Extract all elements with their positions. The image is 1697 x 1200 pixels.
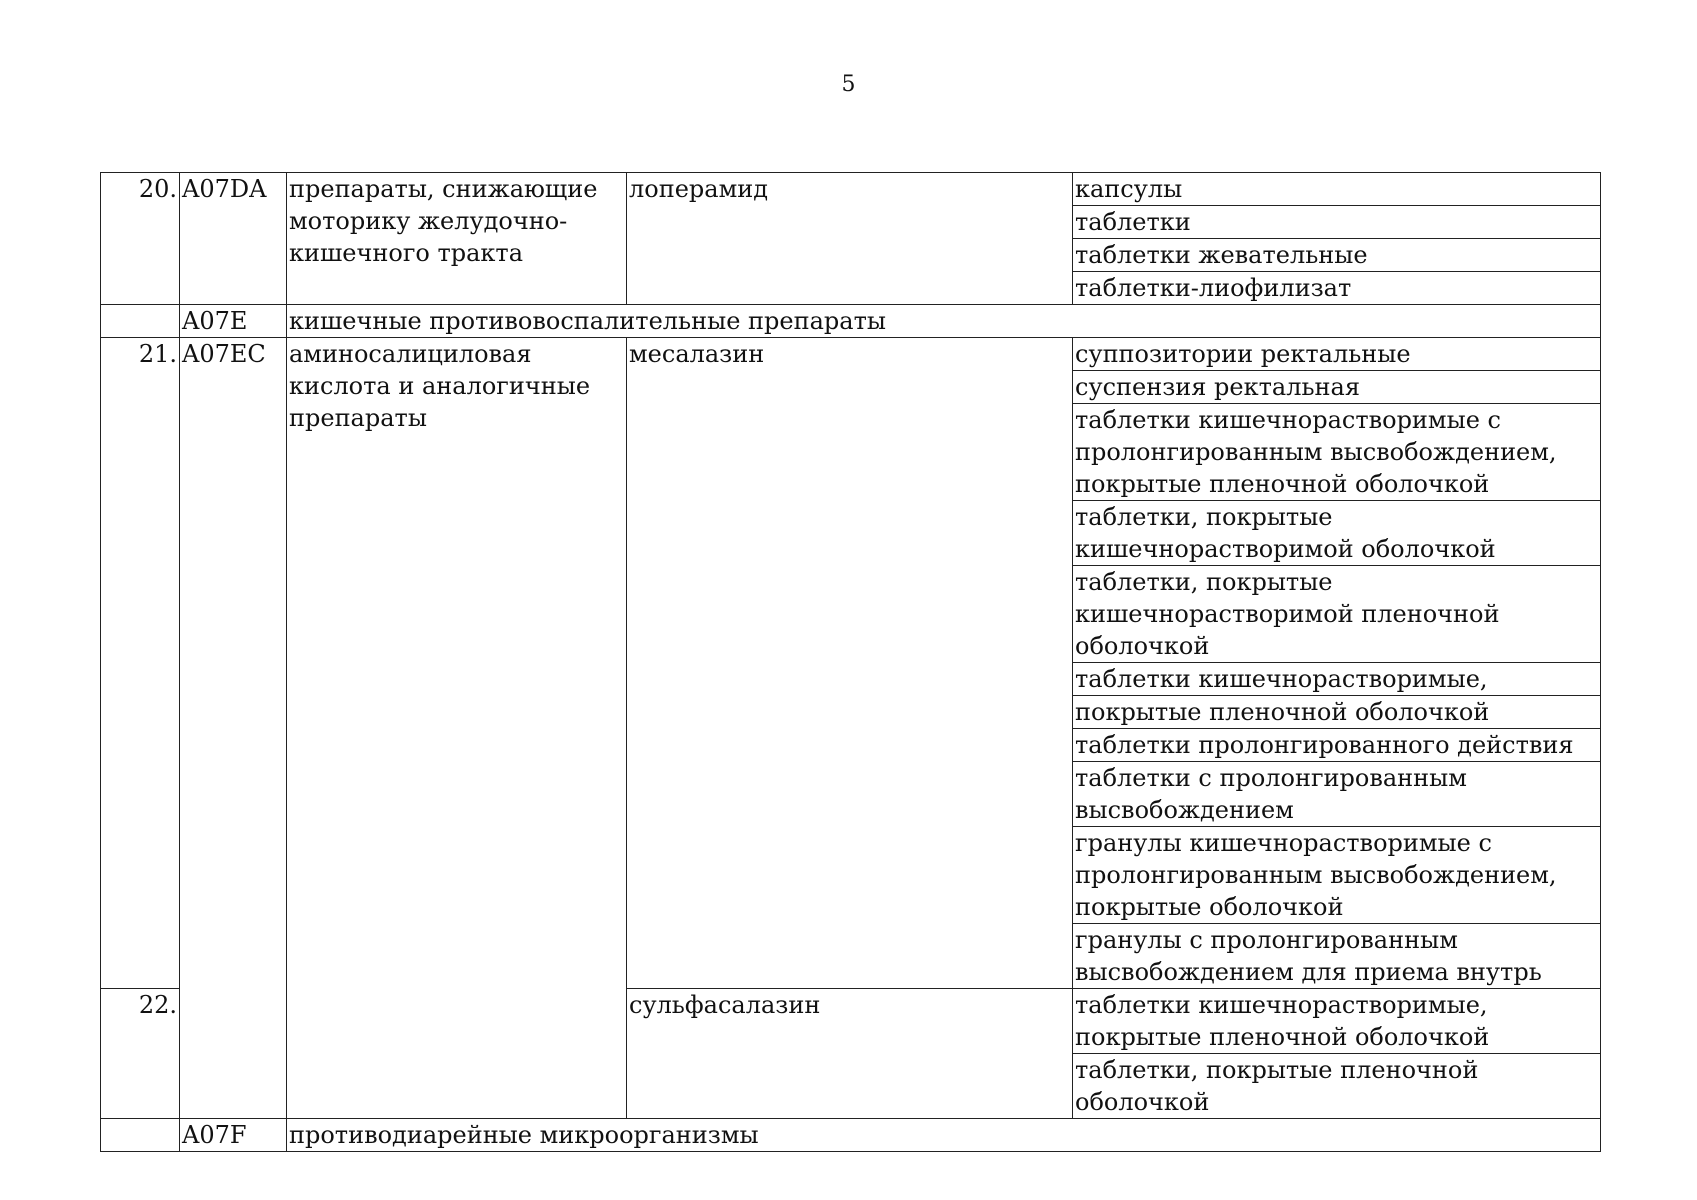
row-number: 22. xyxy=(101,989,180,1119)
atc-code: A07F xyxy=(180,1119,287,1152)
dosage-form: таблетки, покрытые кишечнорастворимой оболочкой xyxy=(1073,501,1601,566)
row-number-empty xyxy=(101,1119,180,1152)
dosage-form: гранулы с пролонгированным высвобождением для приема внутрь xyxy=(1073,924,1601,989)
dosage-form: таблетки, покрытые кишечнорастворимой пленочной оболочкой xyxy=(1073,566,1601,663)
drug-name: месалазин xyxy=(627,338,1073,989)
drug-table xyxy=(100,172,1601,1152)
table-row xyxy=(101,173,1601,206)
dosage-form: суспензия ректальная xyxy=(1073,371,1601,404)
section-title: противодиарейные микроорганизмы xyxy=(287,1119,1601,1152)
atc-group: препараты, снижающие моторику желудочно-кишечного тракта xyxy=(287,173,627,305)
row-number: 20. xyxy=(101,173,180,305)
row-number-empty xyxy=(101,305,180,338)
section-title: кишечные противовоспалительные препараты xyxy=(287,305,1601,338)
dosage-form: капсулы xyxy=(1073,173,1601,206)
atc-code: A07EC xyxy=(180,338,287,1119)
row-number: 21. xyxy=(101,338,180,989)
dosage-form: таблетки кишечнорастворимые, xyxy=(1073,663,1601,696)
dosage-form: таблетки кишечнорастворимые, покрытые пленочной оболочкой xyxy=(1073,989,1601,1054)
drug-name: лоперамид xyxy=(627,173,1073,305)
dosage-form: покрытые пленочной оболочкой xyxy=(1073,696,1601,729)
dosage-form: таблетки-лиофилизат xyxy=(1073,272,1601,305)
section-row xyxy=(101,305,1601,338)
atc-code: A07E xyxy=(180,305,287,338)
table-row xyxy=(101,338,1601,371)
section-row xyxy=(101,1119,1601,1152)
dosage-form: гранулы кишечнорастворимые с пролонгированным высвобождением, покрытые оболочкой xyxy=(1073,827,1601,924)
atc-code: A07DA xyxy=(180,173,287,305)
page-number: 5 xyxy=(841,72,856,97)
dosage-form: таблетки пролонгированного действия xyxy=(1073,729,1601,762)
dosage-form: таблетки xyxy=(1073,206,1601,239)
dosage-form: таблетки жевательные xyxy=(1073,239,1601,272)
atc-group: аминосалициловая кислота и аналогичные препараты xyxy=(287,338,627,1119)
dosage-form: таблетки, покрытые пленочной оболочкой xyxy=(1073,1054,1601,1119)
dosage-form: суппозитории ректальные xyxy=(1073,338,1601,371)
drug-name: сульфасалазин xyxy=(627,989,1073,1119)
dosage-form: таблетки кишечнорастворимые с пролонгированным высвобождением, покрытые пленочной оболочкой xyxy=(1073,404,1601,501)
dosage-form: таблетки с пролонгированным высвобождением xyxy=(1073,762,1601,827)
